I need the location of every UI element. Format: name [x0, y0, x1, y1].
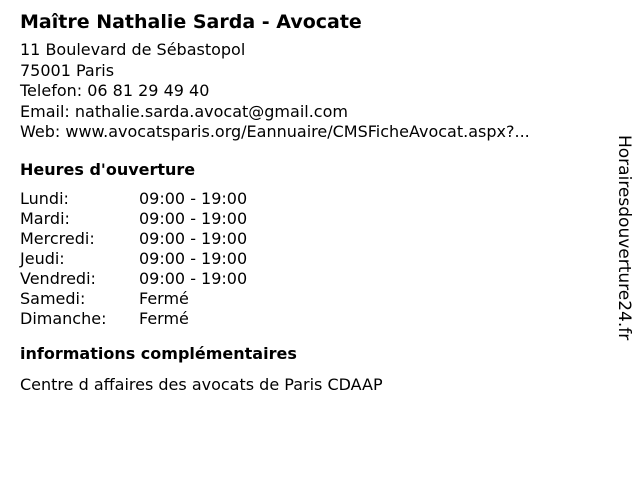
brand-text: Horairesdouverture24.fr: [614, 135, 634, 341]
hours-row: [20, 309, 600, 329]
hours-time: 09:00 - 19:00: [139, 268, 248, 288]
hours-day: Mardi:: [20, 208, 70, 228]
web-line: Web: www.avocatsparis.org/Eannuaire/CMSFicheAvocat.aspx?...: [20, 122, 530, 141]
hours-day: Vendredi:: [20, 268, 96, 288]
hours-time: Fermé: [139, 308, 189, 328]
info-heading: informations complémentaires: [20, 343, 297, 363]
hours-day: Dimanche:: [20, 308, 107, 328]
hours-time: 09:00 - 19:00: [139, 188, 248, 208]
hours-table: [20, 189, 600, 329]
hours-time: Fermé: [139, 288, 189, 308]
hours-day: Samedi:: [20, 288, 86, 308]
brand-watermark: [612, 135, 634, 375]
hours-day: Lundi:: [20, 188, 69, 208]
hours-time: 09:00 - 19:00: [139, 208, 248, 228]
hours-time: 09:00 - 19:00: [139, 228, 248, 248]
address-street: 11 Boulevard de Sébastopol: [20, 40, 246, 59]
hours-row: [20, 249, 600, 269]
hours-day: Jeudi:: [20, 248, 65, 268]
phone-line: Telefon: 06 81 29 49 40: [20, 81, 210, 100]
hours-day: Mercredi:: [20, 228, 95, 248]
hours-row: [20, 289, 600, 309]
hours-row: [20, 209, 600, 229]
business-title: Maître Nathalie Sarda - Avocate: [20, 11, 362, 33]
email-line: Email: nathalie.sarda.avocat@gmail.com: [20, 101, 348, 121]
info-text: Centre d affaires des avocats de Paris CDAAP: [20, 374, 383, 394]
hours-row: [20, 269, 600, 289]
hours-row: [20, 229, 600, 249]
hours-row: [20, 189, 600, 209]
hours-heading: Heures d'ouverture: [20, 159, 196, 179]
hours-time: 09:00 - 19:00: [139, 248, 248, 268]
business-card: [20, 10, 600, 395]
address-city: 75001 Paris: [20, 60, 115, 80]
